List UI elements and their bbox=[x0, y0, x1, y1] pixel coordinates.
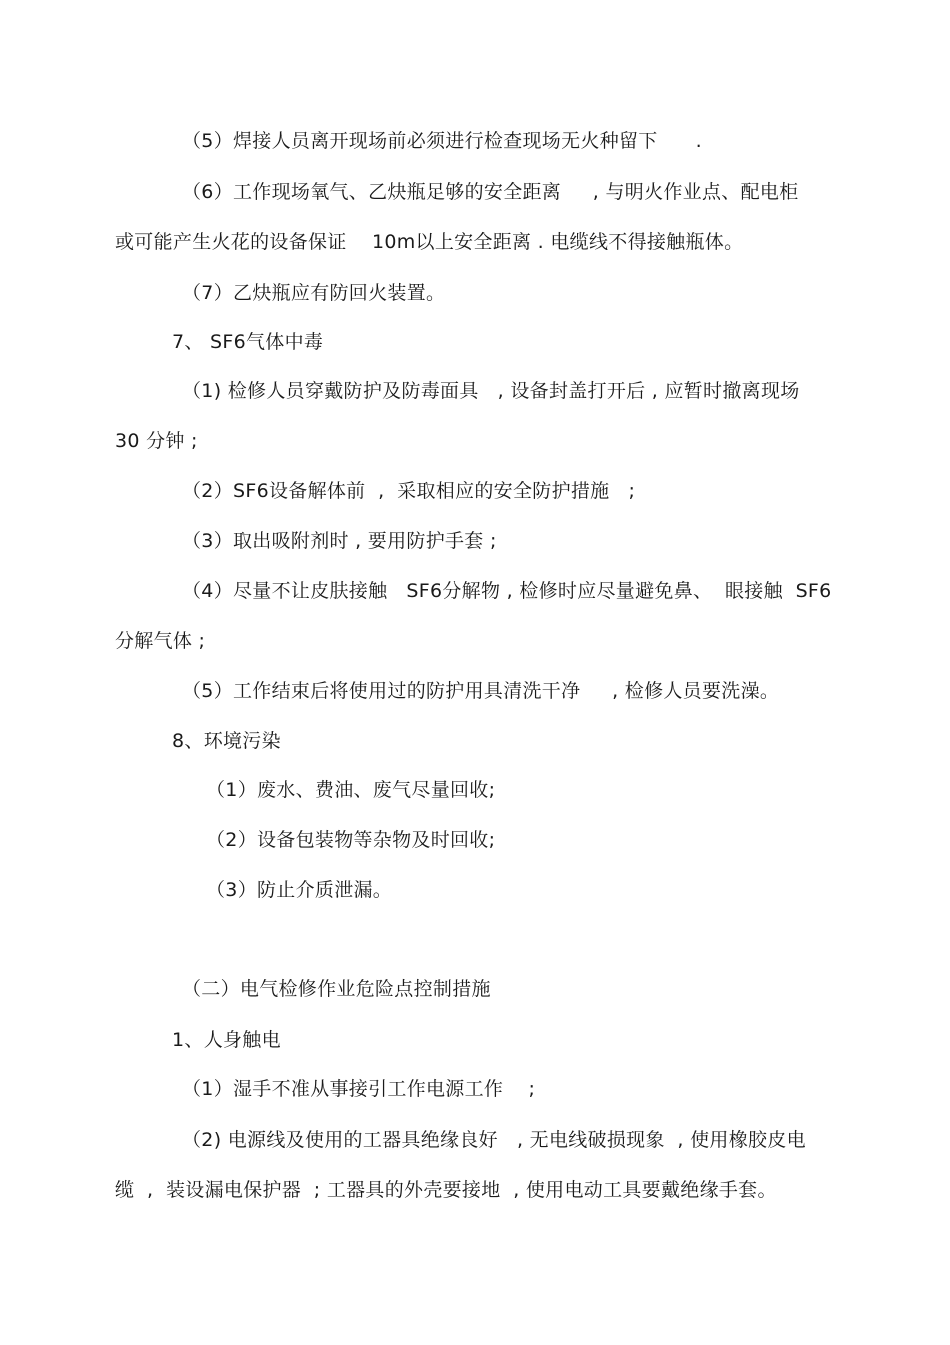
sf6-item-3: （3）取出吸附剂时 , 要用防护手套 ; bbox=[182, 530, 497, 552]
sf6-item-4-continuation: 分解气体 ; bbox=[115, 630, 206, 652]
env-item-2: （2）设备包装物等杂物及时回收; bbox=[206, 829, 496, 851]
shock-item-2-continuation: 缆 , 装设漏电保护器 ; 工器具的外壳要接地 , 使用电动工具要戴绝缘手套。 bbox=[115, 1179, 777, 1201]
part-2-heading: （二）电气检修作业危险点控制措施 bbox=[182, 978, 491, 1000]
section-8-heading: 8、环境污染 bbox=[172, 730, 281, 752]
item-6-cylinder-distance: （6）工作现场氧气、乙炔瓶足够的安全距离 , 与明火作业点、配电柜 bbox=[182, 181, 799, 203]
env-item-1: （1）废水、费油、废气尽量回收; bbox=[206, 779, 496, 801]
sf6-item-5: （5）工作结束后将使用过的防护用具清洗干净 , 检修人员要洗澡。 bbox=[182, 680, 780, 702]
sf6-item-1-continuation: 30 分钟 ; bbox=[115, 430, 198, 452]
item-7-flashback: （7）乙炔瓶应有防回火装置。 bbox=[182, 282, 446, 304]
sf6-item-2: （2）SF6设备解体前 , 采取相应的安全防护措施 ; bbox=[182, 480, 636, 502]
shock-item-2: （2) 电源线及使用的工器具绝缘良好 , 无电线破损现象 , 使用橡胶皮电 bbox=[182, 1129, 806, 1151]
item-6-continuation: 或可能产生火花的设备保证 10m以上安全距离 . 电缆线不得接触瓶体。 bbox=[115, 231, 744, 253]
shock-item-1: （1）湿手不准从事接引工作电源工作 ; bbox=[182, 1078, 536, 1100]
env-item-3: （3）防止介质泄漏。 bbox=[206, 879, 393, 901]
sf6-item-4: （4）尽量不让皮肤接触 SF6分解物 , 检修时应尽量避免鼻、 眼接触 SF6 bbox=[182, 580, 832, 602]
section-7-heading: 7、 SF6气体中毒 bbox=[172, 331, 324, 353]
item-5-welder-check: （5）焊接人员离开现场前必须进行检查现场无火种留下 . bbox=[182, 130, 702, 152]
section-1-heading: 1、人身触电 bbox=[172, 1029, 281, 1051]
sf6-item-1: （1) 检修人员穿戴防护及防毒面具 , 设备封盖打开后 , 应暂时撤离现场 bbox=[182, 380, 800, 402]
